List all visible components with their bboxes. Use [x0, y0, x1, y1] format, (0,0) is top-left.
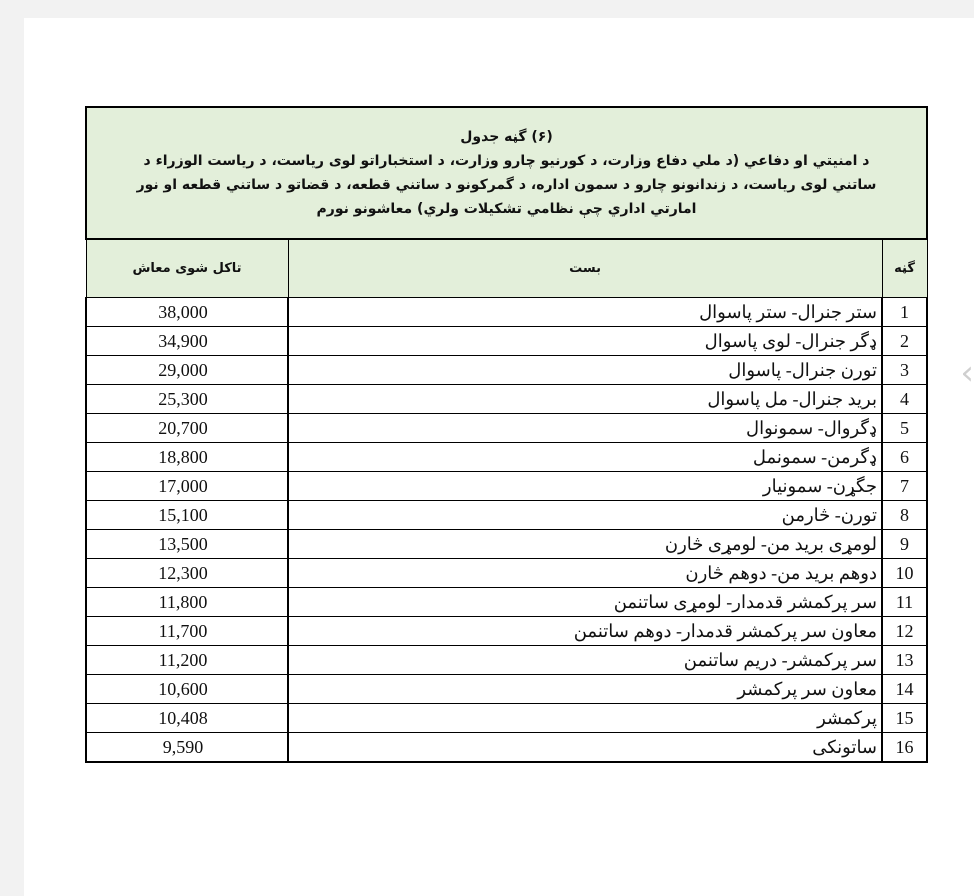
row-salary-cell: 11,800: [86, 588, 288, 617]
table-row: [86, 385, 927, 414]
salary-table: [85, 106, 928, 763]
row-salary-cell: 11,700: [86, 617, 288, 646]
row-rank-cell: ډگرمن- سمونمل: [288, 443, 882, 472]
row-salary-cell: 38,000: [86, 298, 288, 327]
row-number-cell: 5: [882, 414, 927, 443]
row-rank-cell: ډگروال- سمونوال: [288, 414, 882, 443]
table-title: (۶) گڼه جدول: [460, 129, 553, 145]
table-row: [86, 298, 927, 327]
table-row: [86, 704, 927, 733]
chevron-left-icon[interactable]: ‹: [960, 353, 974, 393]
column-header-number: گڼه: [882, 239, 927, 298]
row-rank-cell: برید جنرال- مل پاسوال: [288, 385, 882, 414]
row-number-cell: 1: [882, 298, 927, 327]
row-salary-cell: 20,700: [86, 414, 288, 443]
row-number-cell: 4: [882, 385, 927, 414]
row-number-cell: 8: [882, 501, 927, 530]
row-salary-cell: 18,800: [86, 443, 288, 472]
row-rank-cell: ستر جنرال- ستر پاسوال: [288, 298, 882, 327]
row-number-cell: 7: [882, 472, 927, 501]
row-salary-cell: 10,408: [86, 704, 288, 733]
column-header-row: [86, 239, 927, 298]
row-rank-cell: دوهم برید من- دوهم څارن: [288, 559, 882, 588]
table-row: [86, 414, 927, 443]
table-row: [86, 501, 927, 530]
table-row: [86, 327, 927, 356]
row-number-cell: 12: [882, 617, 927, 646]
row-number-cell: 9: [882, 530, 927, 559]
table-row: [86, 588, 927, 617]
table-row: [86, 733, 927, 763]
row-salary-cell: 9,590: [86, 733, 288, 763]
table-row: [86, 472, 927, 501]
table-header: [86, 107, 927, 239]
table-row: [86, 646, 927, 675]
table-row: [86, 530, 927, 559]
table-row: [86, 443, 927, 472]
row-number-cell: 16: [882, 733, 927, 763]
row-number-cell: 10: [882, 559, 927, 588]
description-line-3: امارتي اداري چې نظامي تشکيلات ولري) معاشونو نورم: [316, 201, 697, 217]
row-number-cell: 3: [882, 356, 927, 385]
row-number-cell: 14: [882, 675, 927, 704]
row-rank-cell: سر پرکمشر قدمدار- لومړی ساتنمن: [288, 588, 882, 617]
row-number-cell: 15: [882, 704, 927, 733]
row-rank-cell: پرکمشر: [288, 704, 882, 733]
row-salary-cell: 15,100: [86, 501, 288, 530]
row-rank-cell: لومړی برید من- لومړی څارن: [288, 530, 882, 559]
table-row: [86, 617, 927, 646]
row-rank-cell: سر پرکمشر- دریم ساتنمن: [288, 646, 882, 675]
row-rank-cell: تورن- څارمن: [288, 501, 882, 530]
table-row: [86, 356, 927, 385]
row-salary-cell: 13,500: [86, 530, 288, 559]
column-header-rank: بست: [288, 239, 882, 298]
row-number-cell: 13: [882, 646, 927, 675]
row-salary-cell: 25,300: [86, 385, 288, 414]
row-salary-cell: 29,000: [86, 356, 288, 385]
row-salary-cell: 11,200: [86, 646, 288, 675]
row-rank-cell: تورن جنرال- پاسوال: [288, 356, 882, 385]
row-salary-cell: 17,000: [86, 472, 288, 501]
description-line-1: د امنيتي او دفاعي (د ملي دفاع وزارت، د کورنيو چارو وزارت، د استخباراتو لوی رياست، د رياست الوزراء د: [143, 153, 870, 169]
column-header-salary: تاکل شوی معاش: [86, 239, 288, 298]
row-rank-cell: ډگر جنرال- لوی پاسوال: [288, 327, 882, 356]
description-line-2: ساتني لوی رياست، د زندانونو چارو د سمون اداره، د گمرکونو د ساتني قطعه، د قضاتو د ساتني قطعه او نور: [136, 177, 877, 193]
row-number-cell: 6: [882, 443, 927, 472]
table-row: [86, 559, 927, 588]
row-rank-cell: معاون سر پرکمشر: [288, 675, 882, 704]
row-salary-cell: 34,900: [86, 327, 288, 356]
row-rank-cell: ساتونکی: [288, 733, 882, 763]
table-row: [86, 675, 927, 704]
document-page: [24, 18, 974, 896]
row-salary-cell: 10,600: [86, 675, 288, 704]
row-salary-cell: 12,300: [86, 559, 288, 588]
row-number-cell: 2: [882, 327, 927, 356]
row-number-cell: 11: [882, 588, 927, 617]
row-rank-cell: معاون سر پرکمشر قدمدار- دوهم ساتنمن: [288, 617, 882, 646]
row-rank-cell: جگړن- سمونیار: [288, 472, 882, 501]
